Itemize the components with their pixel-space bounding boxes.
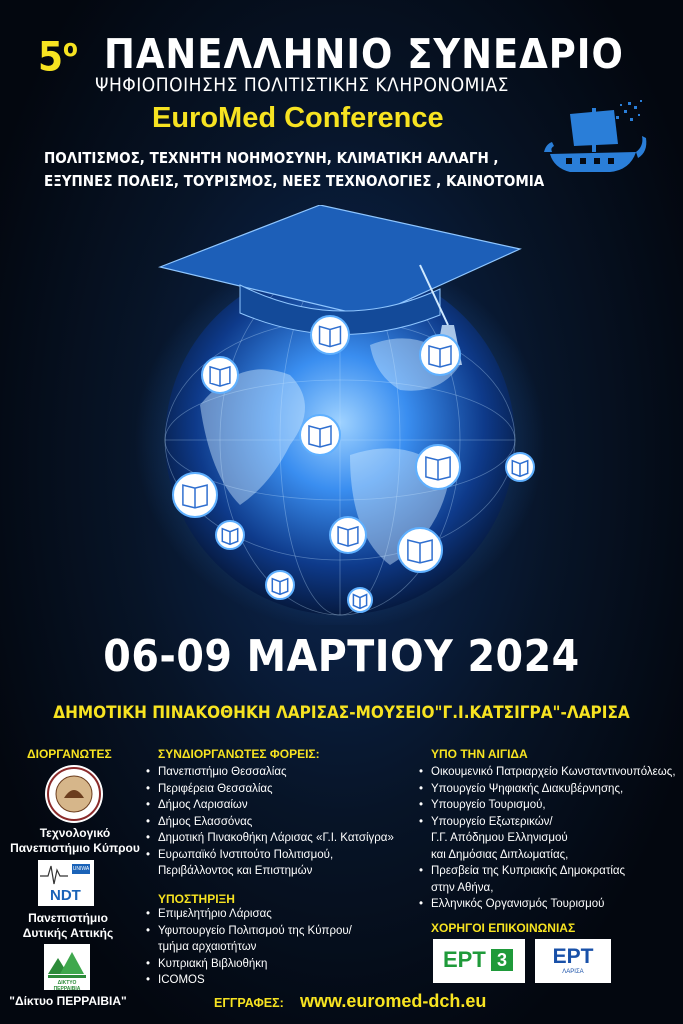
perraivia-logo-label: ΔΙΚΤΥΟ ΠΕΡΡΑΙΒΙΑ <box>53 980 81 992</box>
list-item: • Περιφέρεια Θεσσαλίας <box>146 781 394 798</box>
organizers-heading: ΔΙΟΡΓΑΝΩΤΕΣ <box>27 747 112 761</box>
digital-globe-illustration <box>120 205 560 625</box>
uniwa-label: UNIWA <box>72 866 90 872</box>
ert3-logo-text: ΕΡΤ <box>443 947 486 972</box>
organizer-3-name: "Δίκτυο ΠΕΡΡΑΙΒΙΑ" <box>9 994 127 1008</box>
organizer-1-line2: Πανεπιστήμιο Κύπρου <box>10 841 140 855</box>
list-item-continuation: Γ.Γ. Απόδημου Ελληνισμού <box>431 832 568 844</box>
list-item: • ICOMOS <box>146 972 352 989</box>
edition-number: $5^o$ <box>38 34 78 81</box>
list-item: • Δημοτική Πινακοθήκη Λάρισας «Γ.Ι. Κατσίγρα» <box>146 830 394 847</box>
list-item: • Δήμος Ελασσόνας <box>146 814 394 831</box>
registration-label: ΕΓΓΡΑΦΕΣ: <box>214 996 284 1010</box>
poster-title: ΠΑΝΕΛΛΗΝΙΟ ΣΥΝΕΔΡΙΟ <box>104 30 624 78</box>
coorganizers-list <box>146 764 394 880</box>
list-item: • Πανεπιστήμιο Θεσσαλίας <box>146 764 394 781</box>
organizer-1-line1: Τεχνολογικό <box>39 826 111 840</box>
event-venue: ΔΗΜΟΤΙΚΗ ΠΙΝΑΚΟΘΗΚΗ ΛΑΡΙΣΑΣ-ΜΟΥΣΕΙΟ"Γ.Ι.ΚΑΤΣΙΓΡΑ"-ΛΑΡΙΣΑ <box>53 703 630 723</box>
list-item-continuation: τμήμα αρχαιοτήτων <box>158 941 257 953</box>
list-item: • Ευρωπαϊκό Ινστιτούτο Πολιτισμού, <box>146 847 394 864</box>
organizer-2-line2: Δυτικής Αττικής <box>22 926 114 940</box>
ert3-logo <box>433 939 525 983</box>
conference-name: EuroMed Conference <box>152 102 444 134</box>
ert-larisa-logo-sub: ΛΑΡΙΣΑ <box>562 969 584 975</box>
sponsors-heading: ΧΟΡΗΓΟΙ ΕΠΙΚΟΙΝΩΝΙΑΣ <box>431 921 576 935</box>
list-item: • Υπουργείο Τουρισμού, <box>419 797 676 814</box>
list-item: • Δήμος Λαρισαίων <box>146 797 394 814</box>
auspices-list <box>419 764 676 913</box>
event-dates: 06-09 ΜΑΡΤΙΟΥ 2024 <box>103 631 580 682</box>
organizer-1-name <box>0 826 150 856</box>
organizer-2-line1: Πανεπιστήμιο <box>28 911 108 925</box>
list-item-continuation: Περιβάλλοντος και Επιστημών <box>158 865 313 877</box>
list-item: • Πρεσβεία της Κυπριακής Δημοκρατίας <box>419 863 676 880</box>
ancient-ship-logo <box>540 96 650 192</box>
topics-line-2: ΕΞΥΠΝΕΣ ΠΟΛΕΙΣ, ΤΟΥΡΙΣΜΟΣ, ΝΕΕΣ ΤΕΧΝΟΛΟΓΙΕΣ , ΚΑΙΝΟΤΟΜΙΑ <box>44 172 545 190</box>
ndt-label: NDT <box>50 887 81 904</box>
list-item-continuation: και Δημόσιας Διπλωματίας, <box>431 848 569 861</box>
cut-seal-logo <box>44 764 104 824</box>
list-item: • Υφυπουργείο Πολιτισμού της Κύπρου/ <box>146 923 352 940</box>
support-list <box>146 906 352 989</box>
auspices-heading: ΥΠΟ ΤΗΝ ΑΙΓΙΔΑ <box>431 747 528 761</box>
poster-subtitle: ΨΗΦΙΟΠΟΙΗΣΗΣ ΠΟΛΙΤΙΣΤΙΚΗΣ ΚΛΗΡΟΝΟΜΙΑΣ <box>95 74 509 96</box>
list-item: • Ελληνικός Οργανισμός Τουρισμού <box>419 896 676 913</box>
list-item-continuation: στην Αθήνα, <box>431 881 494 894</box>
list-item: • Κυπριακή Βιβλιοθήκη <box>146 956 352 973</box>
ert-larisa-logo-text: ΕΡΤ <box>552 945 594 968</box>
list-item: • Υπουργείο Εξωτερικών/ <box>419 814 676 831</box>
topics-line-1: ΠΟΛΙΤΙΣΜΟΣ, ΤΕΧΝΗΤΗ ΝΟΗΜΟΣΥΝΗ, ΚΛΙΜΑΤΙΚΗ ΑΛΛΑΓΗ , <box>44 149 499 167</box>
organizer-2-name <box>0 911 136 941</box>
list-item: • Επιμελητήριο Λάρισας <box>146 906 352 923</box>
ert-larisa-logo <box>535 939 611 983</box>
support-heading: ΥΠΟΣΤΗΡΙΞΗ <box>158 892 235 906</box>
coorganizers-heading: ΣΥΝΔΙΟΡΓΑΝΩΤΕΣ ΦΟΡΕΙΣ: <box>158 747 320 761</box>
ert3-logo-number: 3 <box>491 949 513 971</box>
list-item: • Υπουργείο Ψηφιακής Διακυβέρνησης, <box>419 781 676 798</box>
perraivia-network-logo <box>44 944 90 990</box>
list-item: • Οικουμενικό Πατριαρχείο Κωνσταντινουπόλεως, <box>419 764 676 781</box>
registration-url[interactable]: www.euromed-dch.eu <box>300 991 487 1011</box>
ndt-lab-logo <box>38 860 94 906</box>
